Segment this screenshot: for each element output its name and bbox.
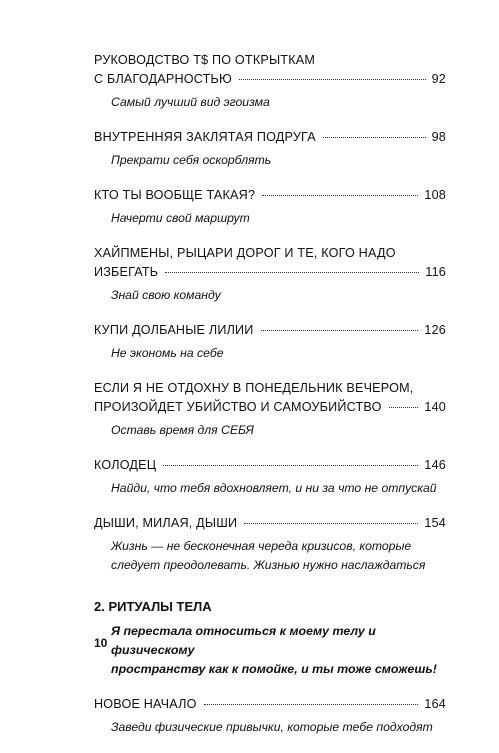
entry-title-row xyxy=(94,128,446,147)
entry-page-number: 164 xyxy=(424,697,446,711)
entry-title-line: ИЗБЕГАТЬ xyxy=(94,265,159,279)
entry-title-row xyxy=(94,456,446,475)
entry-title-line: РУКОВОДСТВО T$ ПО ОТКРЫТКАМ xyxy=(94,53,316,67)
entry-subtitle xyxy=(94,537,446,575)
entry-title xyxy=(94,379,446,417)
entry-subtitle-line: Знай свою команду xyxy=(111,288,221,302)
entry-page-number: 116 xyxy=(425,265,446,279)
entry-subtitle-line: следует преодолевать. Жизнью нужно наслаждаться xyxy=(111,558,426,572)
entry-subtitle-line: Не экономь на себе xyxy=(111,346,224,360)
entry-subtitle-line: Самый лучший вид эгоизма xyxy=(111,95,270,109)
entry-title-row xyxy=(94,321,446,340)
entry-subtitle xyxy=(94,718,446,737)
table-of-contents xyxy=(94,51,446,753)
dot-leader xyxy=(165,272,419,273)
toc-entry[interactable] xyxy=(94,695,446,737)
toc-entry[interactable] xyxy=(94,244,446,305)
entry-title-line: НОВОЕ НАЧАЛО xyxy=(94,697,197,711)
entry-title-line: ВНУТРЕННЯЯ ЗАКЛЯТАЯ ПОДРУГА xyxy=(94,130,316,144)
dot-leader xyxy=(261,330,419,331)
toc-entry[interactable] xyxy=(94,514,446,575)
toc-entry[interactable] xyxy=(94,456,446,498)
entry-title-row xyxy=(94,186,446,205)
section-description-line: Я перестала относиться к моему телу и физическому xyxy=(111,624,376,657)
entry-subtitle xyxy=(94,151,446,170)
entry-title xyxy=(94,695,446,714)
entry-subtitle-line: Заведи физические привычки, которые тебе подходят xyxy=(111,720,433,734)
toc-entry[interactable] xyxy=(94,51,446,112)
dot-leader xyxy=(389,407,419,408)
entry-title-line: КТО ТЫ ВООБЩЕ ТАКАЯ? xyxy=(94,188,256,202)
entry-subtitle xyxy=(94,479,446,498)
entry-title-line: ПРОИЗОЙДЕТ УБИЙСТВО И САМОУБИЙСТВО xyxy=(94,400,382,414)
entry-subtitle-line: Найди, что тебя вдохновляет, и ни за что не отпускай xyxy=(111,481,437,495)
toc-entry[interactable] xyxy=(94,128,446,170)
entry-title-line: ДЫШИ, МИЛАЯ, ДЫШИ xyxy=(94,516,238,530)
entry-title xyxy=(94,514,446,533)
page-number: 10 xyxy=(94,636,108,650)
entry-subtitle xyxy=(94,209,446,228)
entry-page-number: 154 xyxy=(424,516,446,530)
entry-subtitle xyxy=(94,344,446,363)
entry-title xyxy=(94,128,446,147)
entry-page-number: 126 xyxy=(424,323,446,337)
entry-title-line: ЕСЛИ Я НЕ ОТДОХНУ В ПОНЕДЕЛЬНИК ВЕЧЕРОМ, xyxy=(94,381,414,395)
entry-subtitle-line: Прекрати себя оскорблять xyxy=(111,153,272,167)
entry-title xyxy=(94,321,446,340)
entry-title-row xyxy=(94,263,446,282)
entry-page-number: 146 xyxy=(424,458,446,472)
toc-entries xyxy=(94,695,446,737)
entry-subtitle-line: Жизнь — не бесконечная череда кризисов, которые xyxy=(111,539,412,553)
toc-entries xyxy=(94,51,446,575)
section-title: 2. РИТУАЛЫ ТЕЛА xyxy=(94,599,212,614)
entry-subtitle-line: Начерти свой маршрут xyxy=(111,211,250,225)
entry-title-line: КУПИ ДОЛБАНЫЕ ЛИЛИИ xyxy=(94,323,254,337)
entry-page-number: 92 xyxy=(431,72,446,86)
entry-title xyxy=(94,456,446,475)
entry-subtitle xyxy=(94,421,446,440)
entry-title-row xyxy=(94,70,446,89)
toc-entry[interactable] xyxy=(94,379,446,440)
section-description xyxy=(94,622,446,679)
entry-title xyxy=(94,186,446,205)
entry-page-number: 140 xyxy=(424,400,446,414)
dot-leader xyxy=(323,137,426,138)
entry-page-number: 108 xyxy=(424,188,446,202)
entry-subtitle-line: Оставь время для СЕБЯ xyxy=(111,423,254,437)
entry-subtitle xyxy=(94,93,446,112)
entry-title-line: С БЛАГОДАРНОСТЬЮ xyxy=(94,72,232,86)
dot-leader xyxy=(163,465,418,466)
section-heading xyxy=(94,597,446,679)
entry-page-number: 98 xyxy=(431,130,446,144)
toc-entry[interactable] xyxy=(94,321,446,363)
section-description-line: пространству как к помойке, и ты тоже сможешь! xyxy=(111,662,437,676)
entry-title-row xyxy=(94,398,446,417)
toc-entry[interactable] xyxy=(94,186,446,228)
dot-leader xyxy=(262,195,418,196)
entry-title xyxy=(94,51,446,89)
entry-title-row xyxy=(94,695,446,714)
dot-leader xyxy=(244,523,418,524)
dot-leader xyxy=(239,79,426,80)
entry-title-line: КОЛОДЕЦ xyxy=(94,458,157,472)
entry-subtitle xyxy=(94,286,446,305)
entry-title xyxy=(94,244,446,282)
dot-leader xyxy=(204,704,419,705)
entry-title-row xyxy=(94,514,446,533)
entry-title-line: ХАЙПМЕНЫ, РЫЦАРИ ДОРОГ И ТЕ, КОГО НАДО xyxy=(94,246,396,260)
